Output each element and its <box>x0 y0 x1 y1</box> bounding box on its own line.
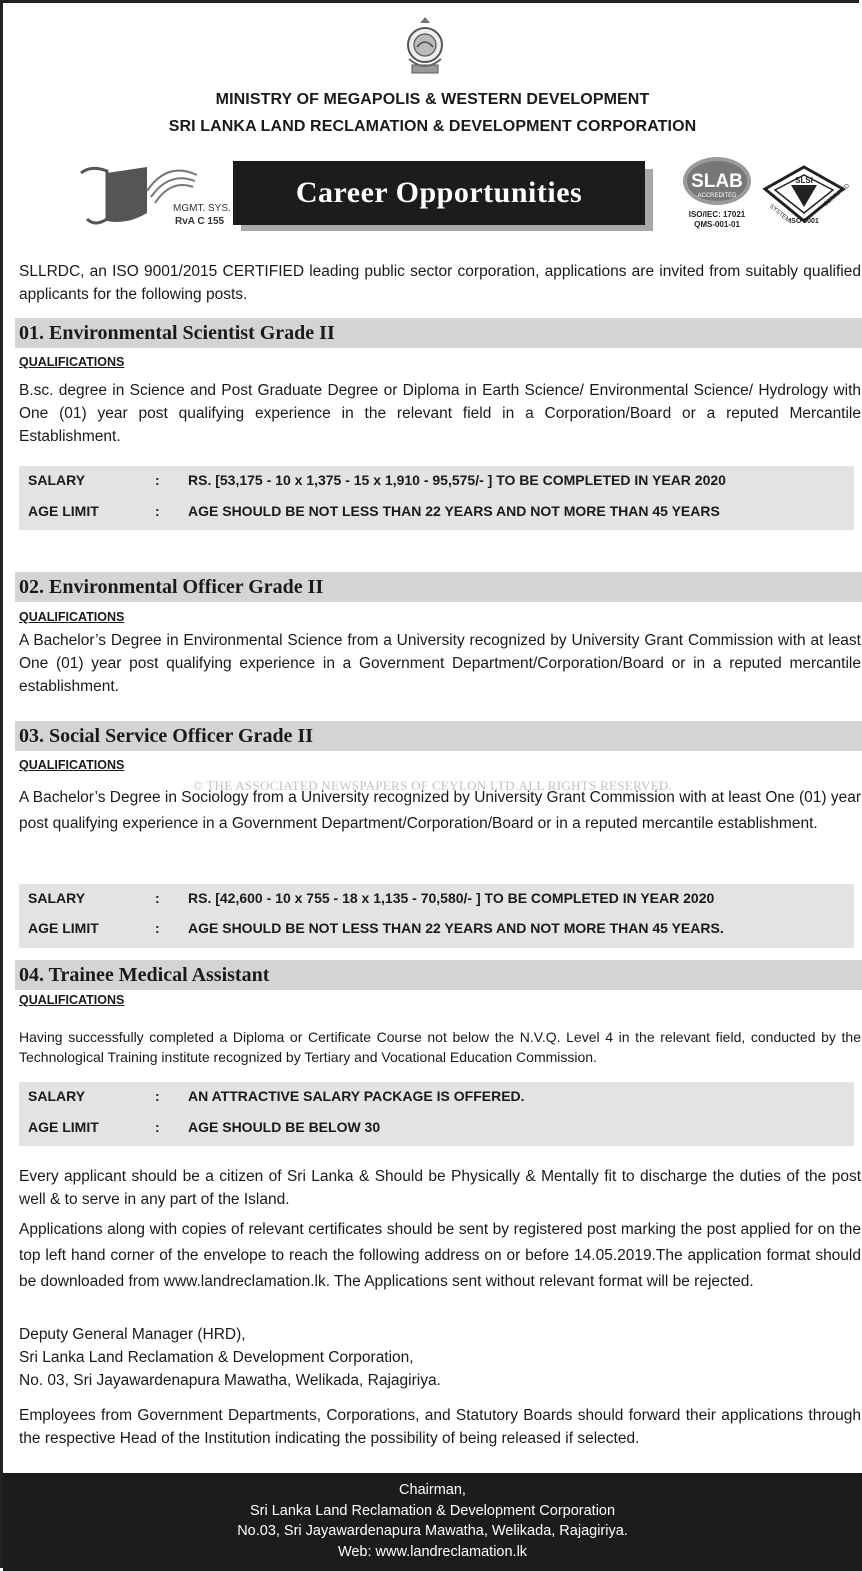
intro-paragraph: SLLRDC, an ISO 9001/2015 CERTIFIED leading public sector corporation, applications are invited from suitably qualified applicants for the following posts. <box>19 263 861 303</box>
post-3-salary-row <box>19 886 854 910</box>
salary-label: SALARY <box>28 1088 86 1104</box>
post-3-age-row <box>19 916 854 940</box>
post-4-qualifications-text: Having successfully completed a Diploma or Certificate Course not below the N.V.Q. Level 4 in the relevant field, conducted by the Technological Training institute recognized by Tertiary and Vocational Education Commission. <box>19 1029 861 1065</box>
post-3-info-box <box>19 884 854 948</box>
slab-qms-text: QMS-001-01 <box>694 220 740 229</box>
post-4-title: 04. Trainee Medical Assistant <box>15 960 862 990</box>
age-limit-value: AGE SHOULD BE NOT LESS THAN 22 YEARS AND NOT MORE THAN 45 YEARS <box>188 503 720 519</box>
slsi-certified-text: CERTIFIED <box>822 183 851 209</box>
rva-code-text: RvA C 155 <box>175 216 225 227</box>
slab-accreditation-logo-icon <box>679 155 755 231</box>
footer-website: Web: www.landreclamation.lk <box>337 1543 528 1560</box>
post-1-title: 01. Environmental Scientist Grade II <box>15 318 862 348</box>
slsi-system-text: SYSTEM <box>768 203 791 224</box>
application-instructions: Applications along with copies of relevant certificates should be sent by registered post marking the post applied for on the top left hand corner of the envelope to reach the following address on or before 14.05.2019.The application format should be downloaded from www.landreclamation.lk. The Applications sent without relevant format will be rejected. <box>19 1221 861 1290</box>
slab-iso-text: ISO/IEC: 17021 <box>688 210 746 219</box>
post-3-title: 03. Social Service Officer Grade II <box>15 721 862 751</box>
colon: : <box>155 890 160 906</box>
slab-text: SLAB <box>691 171 743 192</box>
post-3-qualifications-label: QUALIFICATIONS <box>19 758 125 772</box>
post-1-info-box <box>19 466 854 530</box>
colon: : <box>155 920 160 936</box>
post-1-age-row <box>19 499 854 523</box>
age-limit-label: AGE LIMIT <box>28 920 99 936</box>
slsi-text: SLSI <box>795 176 813 185</box>
slsi-iso-text: ISO 9001 <box>789 218 819 225</box>
post-1-qualifications-label: QUALIFICATIONS <box>19 355 125 369</box>
post-4-info-box <box>19 1082 854 1146</box>
slab-accredited-text: ACCREDITED <box>697 193 737 199</box>
age-limit-value: AGE SHOULD BE NOT LESS THAN 22 YEARS AND NOT MORE THAN 45 YEARS. <box>188 920 724 936</box>
post-4-age-row <box>19 1115 854 1139</box>
rva-certification-logo-icon <box>77 161 231 233</box>
address-line-1: Deputy General Manager (HRD), <box>19 1326 246 1343</box>
colon: : <box>155 472 160 488</box>
salary-label: SALARY <box>28 472 86 488</box>
post-2-qualifications-label: QUALIFICATIONS <box>19 610 125 624</box>
post-3-qualifications-text: A Bachelor’s Degree in Sociology from a University recognized by University Grant Commission with at least One (01) year post qualifying experience in a Government Department/Corporation/Board or in a reputed mercantile establishment. <box>19 789 861 832</box>
rva-mgmt-text: MGMT. SYS. <box>173 203 231 214</box>
colon: : <box>155 503 160 519</box>
age-limit-label: AGE LIMIT <box>28 503 99 519</box>
post-4-salary-row <box>19 1084 854 1108</box>
footer-address: No.03, Sri Jayawardenapura Mawatha, Welikada, Rajagiriya. <box>237 1523 628 1539</box>
post-1-qualifications-text: B.sc. degree in Science and Post Graduate Degree or Diploma in Earth Science/ Environmental Science/ Hydrology with One (01) year post qualifying experience in the relevant field in a Corporation/Board or a reputed Mercantile Establishment. <box>19 382 861 445</box>
ministry-title: MINISTRY OF MEGAPOLIS & WESTERN DEVELOPMENT <box>215 91 650 108</box>
post-4-qualifications-label: QUALIFICATIONS <box>19 993 125 1007</box>
colon: : <box>155 1119 160 1135</box>
footer-corporation: Sri Lanka Land Reclamation & Development Corporation <box>249 1502 616 1519</box>
age-limit-value: AGE SHOULD BE BELOW 30 <box>188 1119 381 1135</box>
footer-chairman: Chairman, <box>399 1482 466 1498</box>
colon: : <box>155 1088 160 1104</box>
career-opportunities-banner: Career Opportunities <box>233 161 645 225</box>
employees-note: Employees from Government Departments, Corporations, and Statutory Boards should forward their applications through the respective Head of the Institution indicating the possibility of being released if selected. <box>19 1407 861 1447</box>
national-emblem-icon <box>403 15 447 77</box>
salary-value: AN ATTRACTIVE SALARY PACKAGE IS OFFERED. <box>188 1088 525 1104</box>
salary-label: SALARY <box>28 890 86 906</box>
salary-value: RS. [42,600 - 10 x 755 - 18 x 1,135 - 70,580/- ] TO BE COMPLETED IN YEAR 2020 <box>188 890 715 906</box>
address-line-2: Sri Lanka Land Reclamation & Development Corporation, <box>19 1349 414 1366</box>
post-1-salary-row <box>19 468 854 492</box>
post-2-title: 02. Environmental Officer Grade II <box>15 572 862 602</box>
slsi-iso-logo-icon <box>761 163 851 225</box>
salary-value: RS. [53,175 - 10 x 1,375 - 15 x 1,910 - 95,575/- ] TO BE COMPLETED IN YEAR 2020 <box>188 472 726 488</box>
footer <box>3 1473 862 1571</box>
citizenship-note: Every applicant should be a citizen of Sri Lanka & Should be Physically & Mentally fit to discharge the duties of the post well & to serve in any part of the Island. <box>19 1168 861 1208</box>
corporation-title: SRI LANKA LAND RECLAMATION & DEVELOPMENT CORPORATION <box>168 118 697 135</box>
age-limit-label: AGE LIMIT <box>28 1119 99 1135</box>
address-line-3: No. 03, Sri Jayawardenapura Mawatha, Welikada, Rajagiriya. <box>19 1372 441 1389</box>
post-2-qualifications-text: A Bachelor’s Degree in Environmental Science from a University recognized by University Grant Commission with at least One (01) year post qualifying experience in a Government Department/Corporation/Board or in a reputed mercantile establishment. <box>19 632 861 695</box>
copyright-watermark: © THE ASSOCIATED NEWSPAPERS OF CEYLON LTD.ALL RIGHTS RESERVED. <box>192 778 673 793</box>
